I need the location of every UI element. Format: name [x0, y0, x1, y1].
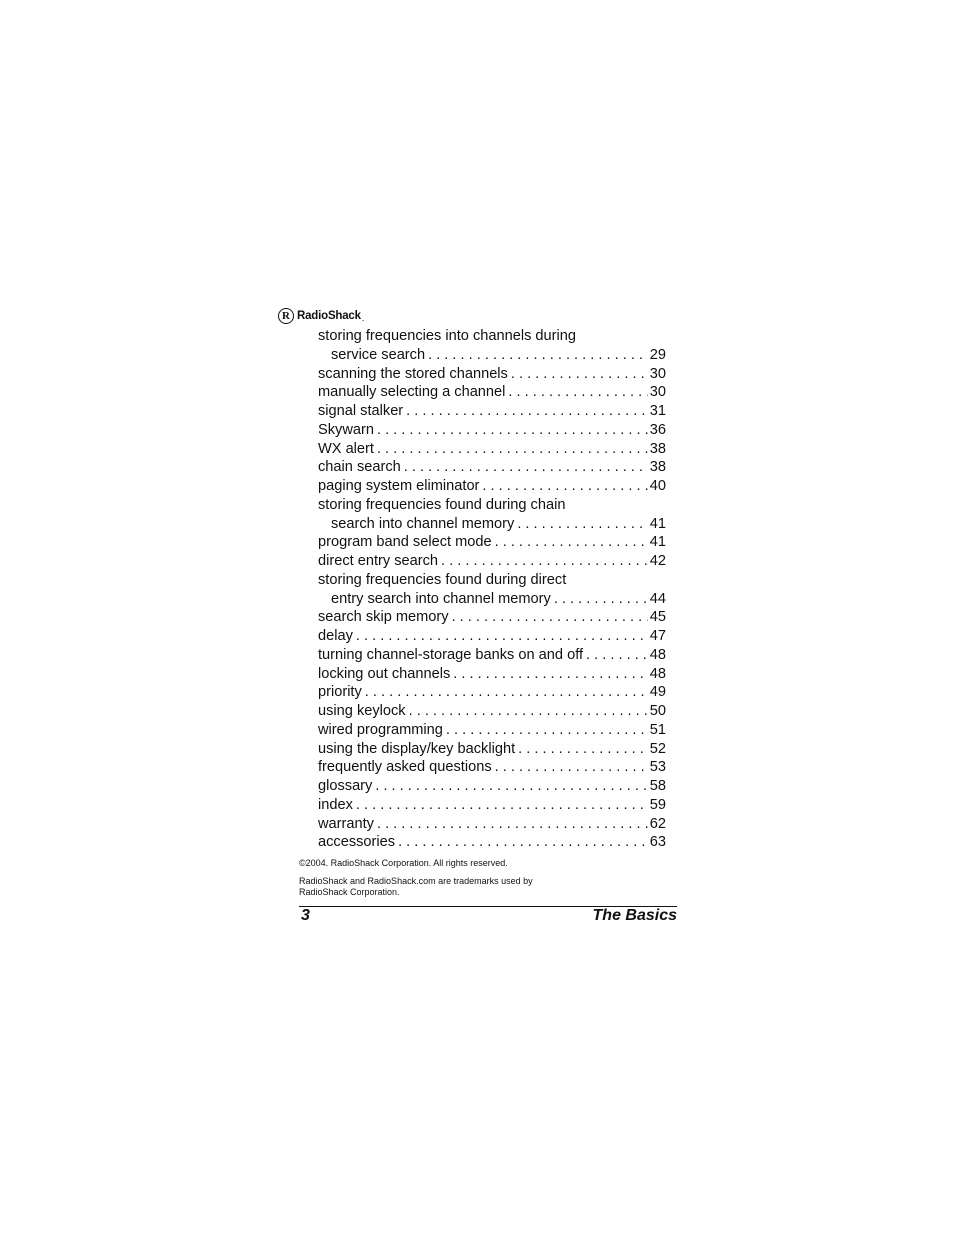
toc-entry-title: service search — [331, 346, 426, 363]
registered-r-icon: R — [278, 308, 294, 324]
toc-entry — [318, 383, 666, 402]
dot-leader — [356, 796, 648, 815]
toc-entry-title: storing frequencies found during direct — [318, 571, 567, 588]
toc-entry — [318, 721, 666, 740]
toc-entry-title: paging system eliminator — [318, 478, 480, 494]
toc-entry — [318, 440, 666, 459]
toc-entry-page: 40 — [649, 478, 666, 494]
toc-entry — [318, 477, 666, 496]
toc-entry-page: 53 — [649, 759, 666, 776]
trademark-notice — [299, 876, 599, 898]
toc-entry-title: manually selecting a channel — [318, 384, 506, 401]
toc-entry — [318, 590, 666, 609]
copyright-notice: ©2004. RadioShack Corporation. All rights reserved. — [299, 858, 508, 868]
toc-entry-page: 63 — [649, 834, 666, 851]
toc-entry-title: Skywarn — [318, 421, 374, 438]
dot-leader — [377, 815, 648, 834]
toc-entry-title: WX alert — [318, 440, 374, 457]
toc-entry-page: 45 — [649, 609, 666, 626]
page-footer — [299, 906, 677, 926]
toc-entry — [318, 533, 666, 552]
toc-entry — [318, 815, 666, 834]
dot-leader — [441, 552, 648, 571]
dot-leader — [508, 383, 647, 402]
toc-entry-title: signal stalker — [318, 403, 404, 419]
toc-entry-page: 44 — [649, 590, 666, 607]
toc-entry-title: glossary — [318, 778, 373, 794]
toc-entry-page: 42 — [649, 553, 666, 569]
toc-entry-page: 47 — [649, 628, 666, 644]
dot-leader — [446, 721, 648, 740]
toc-entry — [318, 365, 666, 384]
toc-entry — [318, 702, 666, 721]
toc-entry — [318, 683, 666, 702]
dot-leader — [356, 627, 648, 646]
toc-entry-title: frequently asked questions — [318, 759, 492, 776]
toc-entry — [318, 796, 666, 815]
toc-entry-page: 30 — [649, 365, 666, 382]
dot-leader — [511, 365, 648, 384]
toc-entry-page: 52 — [649, 740, 666, 757]
dot-leader — [375, 777, 647, 796]
toc-entry-page: 38 — [649, 459, 666, 476]
radioshack-logo — [278, 306, 364, 326]
toc-entry-page: 48 — [649, 665, 666, 682]
toc-entry — [318, 402, 666, 421]
toc-entry-page: 59 — [649, 796, 666, 813]
toc-entry — [318, 496, 666, 515]
toc-entry — [318, 740, 666, 759]
dot-leader — [398, 833, 648, 852]
brand-dot: . — [361, 313, 365, 323]
dot-leader — [365, 683, 648, 702]
toc-entry-title: turning channel-storage banks on and off — [318, 646, 584, 663]
toc-entry-title: index — [318, 796, 353, 813]
toc-entry-page: 31 — [649, 403, 666, 419]
toc-entry-page: 30 — [649, 384, 666, 401]
toc-entry-page: 58 — [649, 778, 666, 794]
dot-leader — [453, 665, 648, 684]
toc-entry-title: direct entry search — [318, 553, 439, 569]
dot-leader — [495, 533, 648, 552]
dot-leader — [482, 477, 647, 496]
dot-leader — [518, 740, 648, 759]
dot-leader — [586, 646, 648, 665]
dot-leader — [409, 702, 648, 721]
toc-entry-title: search into channel memory — [331, 515, 515, 532]
toc-entry — [318, 421, 666, 440]
toc-entry-title: locking out channels — [318, 665, 451, 682]
toc-entry-page: 51 — [649, 721, 666, 738]
trademark-line: RadioShack and RadioShack.com are trademarks used by — [299, 876, 533, 886]
toc-entry-title: search skip memory — [318, 609, 449, 626]
toc-entry-title: entry search into channel memory — [331, 590, 551, 607]
toc-entry — [318, 552, 666, 571]
section-title: The Basics — [592, 907, 677, 924]
toc-entry-title: delay — [318, 628, 353, 644]
dot-leader — [406, 402, 648, 421]
toc-entry-title: scanning the stored channels — [318, 365, 508, 382]
toc-entry-page: 62 — [649, 815, 666, 832]
toc-entry-title: using keylock — [318, 703, 406, 719]
toc-entry — [318, 571, 666, 590]
dot-leader — [554, 590, 648, 609]
toc-entry — [318, 833, 666, 852]
toc-entry-page: 36 — [649, 421, 666, 438]
toc-entry-page: 41 — [649, 534, 666, 551]
toc-entry-title: warranty — [318, 815, 374, 832]
toc-entry — [318, 665, 666, 684]
dot-leader — [517, 515, 647, 534]
toc-entry-page: 41 — [649, 515, 666, 532]
dot-leader — [377, 440, 648, 459]
trademark-line: RadioShack Corporation. — [299, 887, 400, 897]
page-number: 3 — [301, 907, 310, 924]
dot-leader — [452, 608, 648, 627]
dot-leader — [404, 458, 648, 477]
toc-entry-page: 38 — [649, 440, 666, 457]
dot-leader — [377, 421, 648, 440]
toc-entry — [318, 646, 666, 665]
toc-entry — [318, 777, 666, 796]
toc-entry-title: accessories — [318, 834, 396, 851]
toc-entry-page: 29 — [649, 346, 666, 363]
toc-entry — [318, 515, 666, 534]
dot-leader — [495, 758, 648, 777]
toc-entry — [318, 627, 666, 646]
toc-entry-title: storing frequencies found during chain — [318, 496, 566, 513]
brand-name: RadioShack — [297, 310, 361, 322]
dot-leader — [428, 346, 648, 365]
table-of-contents — [318, 327, 666, 852]
toc-entry-title: storing frequencies into channels during — [318, 328, 576, 344]
toc-entry — [318, 327, 666, 346]
toc-entry-title: priority — [318, 684, 362, 701]
toc-entry-page: 48 — [649, 646, 666, 663]
toc-entry-page: 50 — [649, 703, 666, 719]
toc-entry — [318, 758, 666, 777]
toc-entry — [318, 608, 666, 627]
toc-entry-title: chain search — [318, 459, 401, 476]
toc-entry-title: using the display/key backlight — [318, 740, 516, 757]
toc-entry — [318, 458, 666, 477]
toc-entry-title: wired programming — [318, 721, 443, 738]
toc-entry — [318, 346, 666, 365]
toc-entry-page: 49 — [649, 684, 666, 701]
toc-entry-title: program band select mode — [318, 534, 492, 551]
